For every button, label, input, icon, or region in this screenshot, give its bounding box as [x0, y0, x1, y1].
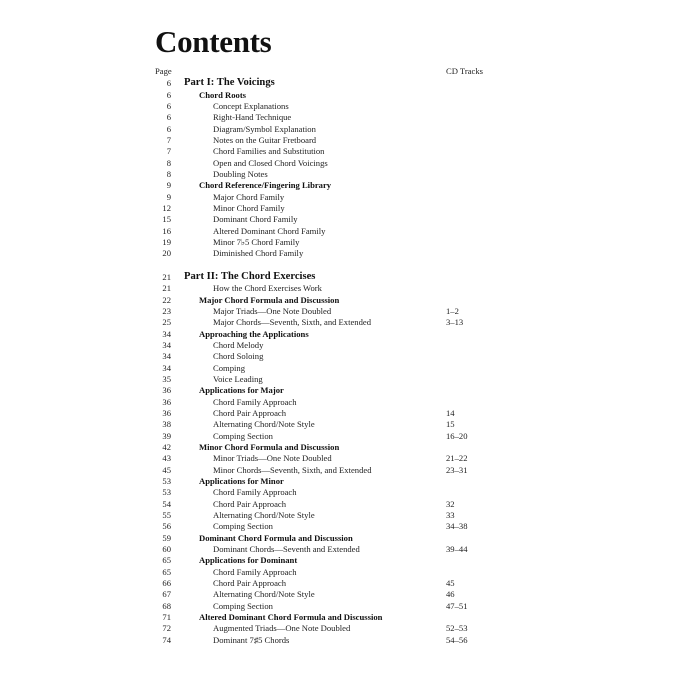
entry-title: Alternating Chord/Note Style	[213, 419, 315, 430]
entry-title: Minor Triads—One Note Doubled	[213, 453, 332, 464]
toc-entry-item	[0, 510, 700, 521]
toc-entry-item	[0, 397, 700, 408]
page-number: 36	[162, 385, 171, 396]
page-number: 67	[162, 589, 171, 600]
cd-track-range: 16–20	[446, 430, 468, 441]
entry-title: Major Chord Formula and Discussion	[199, 294, 340, 305]
page-number: 45	[162, 464, 171, 475]
page-number: 15	[162, 214, 171, 225]
toc-entry-item	[0, 214, 700, 225]
toc-entry-item	[0, 521, 700, 532]
toc-entry-item	[0, 306, 700, 317]
entry-title: How the Chord Exercises Work	[213, 283, 322, 294]
entry-title: Minor Chord Formula and Discussion	[199, 441, 340, 452]
page-number: 53	[162, 487, 171, 498]
page-number: 21	[162, 271, 171, 282]
entry-title: Applications for Minor	[199, 476, 284, 486]
page-number: 54	[162, 498, 171, 509]
cd-track-range: 32	[446, 498, 455, 509]
toc-entry-item	[0, 431, 700, 442]
page-number: 43	[162, 453, 171, 464]
toc-entry-item	[0, 135, 700, 146]
toc-entry-item	[0, 226, 700, 237]
page-number: 25	[162, 317, 171, 328]
entry-title: Minor Chords—Seventh, Sixth, and Extended	[213, 464, 372, 475]
toc-entry-item	[0, 408, 700, 419]
entry-title: Diagram/Symbol Explanation	[213, 123, 316, 134]
page-number: 6	[166, 100, 171, 111]
entry-title: Altered Dominant Chord Family	[213, 225, 326, 236]
toc-entry-item	[0, 465, 700, 476]
toc-entry-section	[0, 612, 700, 623]
page-number: 53	[162, 476, 171, 486]
entry-title: Open and Closed Chord Voicings	[213, 157, 328, 168]
toc-entry-item	[0, 169, 700, 180]
toc-entry-section	[0, 442, 700, 453]
entry-title: Concept Explanations	[213, 100, 289, 111]
cd-track-range: 46	[446, 589, 455, 600]
entry-title: Doubling Notes	[213, 168, 268, 179]
cd-track-range: 54–56	[446, 634, 468, 645]
page-number: 59	[162, 532, 171, 543]
toc-entry-section	[0, 385, 700, 396]
table-of-contents	[0, 77, 700, 646]
toc-group	[0, 271, 700, 647]
cd-track-range: 21–22	[446, 453, 468, 464]
entry-title: Part II: The Chord Exercises	[184, 270, 316, 282]
entry-title: Part I: The Voicings	[184, 77, 275, 88]
cd-track-range: 3–13	[446, 317, 464, 328]
toc-entry-item	[0, 146, 700, 157]
toc-entry-item	[0, 124, 700, 135]
toc-entry-part	[0, 271, 700, 284]
entry-title: Approaching the Applications	[199, 328, 309, 339]
toc-entry-item	[0, 158, 700, 169]
page-number: 9	[166, 180, 171, 191]
cd-track-range: 34–38	[446, 521, 468, 532]
page-number: 72	[162, 623, 171, 634]
page-number: 34	[162, 362, 171, 373]
page-number: 7	[166, 146, 171, 157]
cd-track-range: 45	[446, 578, 455, 589]
page-number: 23	[162, 305, 171, 316]
entry-title: Alternating Chord/Note Style	[213, 510, 315, 521]
entry-title: Alternating Chord/Note Style	[213, 589, 315, 600]
page-number: 35	[162, 373, 171, 384]
page-number: 42	[162, 441, 171, 452]
toc-entry-section	[0, 90, 700, 101]
entry-title: Dominant Chord Family	[213, 214, 298, 225]
page-number: 22	[162, 294, 171, 305]
entry-title: Applications for Major	[199, 385, 284, 396]
cd-track-range: 23–31	[446, 464, 468, 475]
entry-title: Voice Leading	[213, 373, 263, 384]
page-number: 38	[162, 419, 171, 430]
entry-title: Major Chords—Seventh, Sixth, and Extended	[213, 317, 372, 328]
page-number: 65	[162, 566, 171, 577]
toc-entry-item	[0, 203, 700, 214]
cd-track-range: 47–51	[446, 600, 468, 611]
toc-entry-item	[0, 544, 700, 555]
entry-title: Major Chord Family	[213, 191, 285, 202]
entry-title: Dominant Chords—Seventh and Extended	[213, 544, 360, 555]
entry-title: Chord Family Approach	[213, 396, 297, 407]
entry-title: Comping Section	[213, 521, 273, 532]
entry-title: Major Triads—One Note Doubled	[213, 305, 332, 316]
entry-title: Augmented Triads—One Note Doubled	[213, 623, 351, 634]
toc-entry-item	[0, 578, 700, 589]
page-number: 34	[162, 351, 171, 362]
entry-title: Right-Hand Technique	[213, 112, 292, 123]
entry-title: Dominant 7♯5 Chords	[213, 634, 290, 645]
page-number: 68	[162, 600, 171, 611]
page-number: 65	[162, 555, 171, 566]
entry-title: Chord Pair Approach	[213, 578, 287, 589]
page-number: 6	[166, 78, 171, 88]
page-number: 7	[166, 134, 171, 145]
cd-tracks-column-header: CD Tracks	[446, 66, 484, 76]
toc-entry-item	[0, 317, 700, 328]
toc-entry-item	[0, 340, 700, 351]
entry-title: Applications for Dominant	[199, 555, 298, 566]
page-number: 21	[162, 283, 171, 294]
toc-entry-item	[0, 499, 700, 510]
entry-title: Comping	[213, 362, 245, 373]
toc-entry-item	[0, 351, 700, 362]
page-number: 6	[166, 89, 171, 100]
page-number: 34	[162, 339, 171, 350]
entry-title: Chord Pair Approach	[213, 407, 287, 418]
page-number: 34	[162, 328, 171, 339]
entry-title: Comping Section	[213, 430, 273, 441]
toc-entry-part	[0, 77, 700, 90]
toc-entry-item	[0, 283, 700, 294]
toc-entry-item	[0, 374, 700, 385]
toc-entry-section	[0, 533, 700, 544]
entry-title: Notes on the Guitar Fretboard	[213, 134, 317, 145]
cd-track-range: 1–2	[446, 305, 459, 316]
toc-entry-item	[0, 567, 700, 578]
cd-track-range: 39–44	[446, 544, 468, 555]
cd-track-range: 33	[446, 510, 455, 521]
page-number: 16	[162, 225, 171, 236]
entry-title: Chord Roots	[199, 89, 247, 100]
page-number: 8	[166, 157, 171, 168]
toc-entry-item	[0, 453, 700, 464]
page-number: 36	[162, 396, 171, 407]
entry-title: Chord Soloing	[213, 351, 264, 362]
toc-entry-item	[0, 589, 700, 600]
page-number: 74	[162, 634, 171, 645]
toc-entry-item	[0, 623, 700, 634]
page-number: 66	[162, 578, 171, 589]
toc-entry-item	[0, 112, 700, 123]
toc-entry-item	[0, 487, 700, 498]
entry-title: Diminished Chord Family	[213, 248, 304, 259]
toc-entry-item	[0, 635, 700, 646]
toc-entry-item	[0, 419, 700, 430]
page-number: 6	[166, 112, 171, 123]
toc-entry-item	[0, 237, 700, 248]
page-number: 19	[162, 236, 171, 247]
page-number: 12	[162, 202, 171, 213]
cd-track-range: 52–53	[446, 623, 468, 634]
toc-group	[0, 77, 700, 260]
toc-entry-section	[0, 476, 700, 487]
entry-title: Comping Section	[213, 600, 273, 611]
page-number: 71	[162, 612, 171, 623]
page-number: 20	[162, 248, 171, 259]
toc-entry-item	[0, 101, 700, 112]
entry-title: Minor Chord Family	[213, 202, 285, 213]
toc-entry-section	[0, 180, 700, 191]
entry-title: Chord Family Approach	[213, 487, 297, 498]
cd-track-range: 14	[446, 407, 455, 418]
page-number: 60	[162, 544, 171, 555]
toc-entry-item	[0, 192, 700, 203]
entry-title: Chord Melody	[213, 339, 264, 350]
toc-entry-section	[0, 555, 700, 566]
entry-title: Chord Family Approach	[213, 566, 297, 577]
page-number: 36	[162, 407, 171, 418]
entry-title: Chord Pair Approach	[213, 498, 287, 509]
toc-entry-section	[0, 329, 700, 340]
entry-title: Dominant Chord Formula and Discussion	[199, 532, 353, 543]
entry-title: Minor 7♭5 Chord Family	[213, 236, 300, 247]
page-number: 56	[162, 521, 171, 532]
page-column-header: Page	[155, 66, 172, 76]
page-title: Contents	[155, 24, 272, 59]
toc-entry-item	[0, 601, 700, 612]
toc-entry-section	[0, 295, 700, 306]
page-number: 55	[162, 510, 171, 521]
page-number: 8	[166, 168, 171, 179]
toc-entry-item	[0, 363, 700, 374]
entry-title: Chord Families and Substitution	[213, 146, 325, 157]
entry-title: Altered Dominant Chord Formula and Discussion	[199, 612, 383, 623]
entry-title: Chord Reference/Fingering Library	[199, 180, 332, 191]
page-number: 39	[162, 430, 171, 441]
page-number: 6	[166, 123, 171, 134]
cd-track-range: 15	[446, 419, 455, 430]
toc-entry-item	[0, 248, 700, 259]
page-number: 9	[166, 191, 171, 202]
